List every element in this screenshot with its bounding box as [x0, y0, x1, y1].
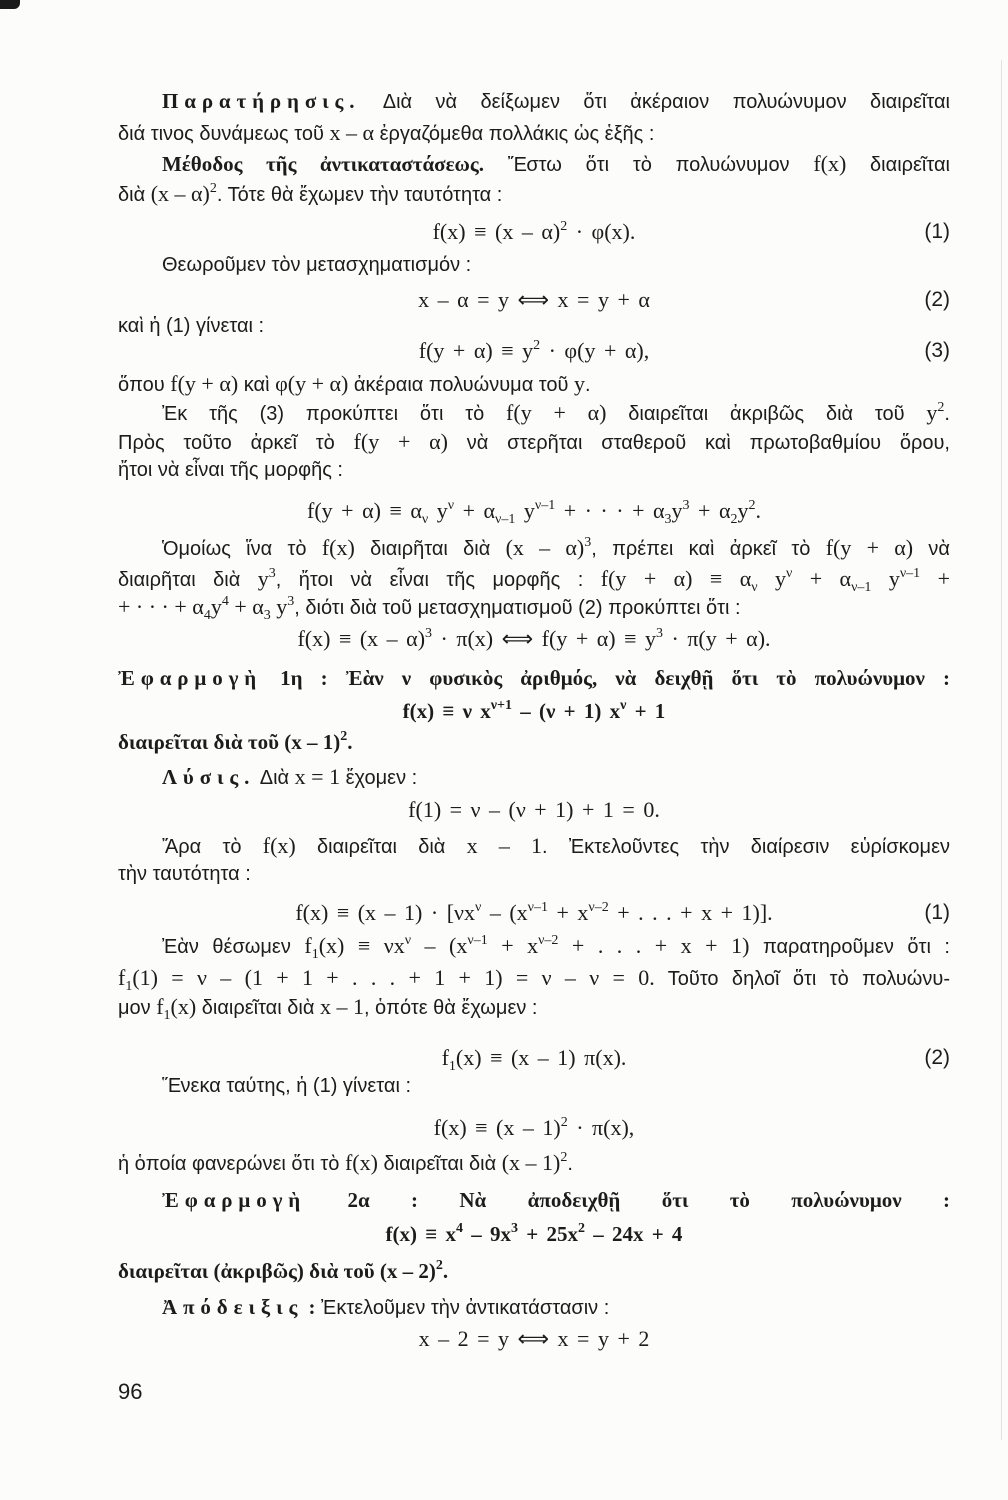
- text-run: διαιρεῖται: [846, 154, 950, 176]
- bold-run: .: [347, 730, 353, 754]
- text-run: , διότι διὰ τοῦ μετασχηματισμοῦ (2) προκύπτει ὅτι :: [294, 597, 741, 619]
- superscript: ν: [620, 698, 627, 713]
- subscript: ν: [751, 580, 758, 595]
- scan-edge-mark: [1001, 60, 1002, 1440]
- equation-number: (2): [924, 1046, 950, 1069]
- superscript: 2: [340, 729, 348, 744]
- math-run: (x – α): [505, 535, 585, 560]
- math-run: f: [441, 1045, 449, 1070]
- application-2-heading-line: [118, 1185, 950, 1215]
- text-run: Διὰ νὰ δείξωμεν ὅτι ἀκέραιον πολυώνυμον διαιρεῖται: [360, 91, 950, 113]
- proof-heading-line: [118, 1292, 950, 1322]
- text-run: καὶ ἡ (1) γίνεται :: [118, 315, 265, 337]
- application-1-divisibility-line: [118, 727, 950, 757]
- text-run: , ἤτοι νὰ εἶναι τῆς μορφῆς :: [275, 569, 601, 591]
- math-run: .: [755, 498, 761, 523]
- superscript: ν: [404, 933, 412, 948]
- text-run: ὅπου: [118, 374, 171, 396]
- math-run: f(y + α): [825, 535, 914, 560]
- math-run: + x: [548, 900, 589, 925]
- math-run: f(y + α): [506, 400, 607, 425]
- text-run: Τοῦτο δηλοῖ ὅτι τὸ πολυώνυ-: [654, 968, 950, 990]
- math-run: y: [757, 566, 786, 591]
- math-run: (x – 1): [501, 1150, 561, 1175]
- bold-run: Μέθοδος τῆς ἀντικαταστάσεως.: [162, 152, 485, 176]
- bold-run: 1η : Ἐὰν ν φυσικὸς ἀριθμός, νὰ δειχθῇ ὅτι τὸ πολυώνυμον :: [262, 666, 950, 690]
- math-run: y: [737, 498, 749, 523]
- superscript: 2: [560, 1150, 568, 1165]
- math-run: · π(y + α).: [663, 626, 771, 651]
- text-run: Ἔστω ὅτι τὸ πολυώνυμον: [484, 154, 814, 176]
- superscript: 2: [937, 400, 945, 415]
- math-run: (x – α): [150, 181, 210, 206]
- math-run: + . . . + x + 1): [558, 933, 750, 958]
- superscript: 2: [560, 1115, 568, 1130]
- math-run: (1) = ν – (1 + 1 + . . . + 1 + 1) = ν – ν = 0.: [132, 965, 655, 990]
- remark-heading-line: [118, 86, 950, 116]
- bold-run: διαιρεῖται (ἀκριβῶς) διὰ τοῦ (x – 2): [118, 1259, 436, 1283]
- superscript: 3: [425, 626, 433, 641]
- math-run: +: [920, 566, 950, 591]
- superscript: 2: [435, 1258, 443, 1273]
- math-run: y: [210, 594, 222, 619]
- math-run: y: [515, 498, 535, 523]
- math-run: f(y + α) ≡ α: [307, 498, 422, 523]
- math-run: f(y + α) ≡ α: [600, 566, 752, 591]
- subscript: ν–1: [851, 580, 872, 595]
- spaced-heading-run: Λύσις.: [162, 765, 256, 789]
- text-run: διαιρῆται διὰ: [118, 569, 258, 591]
- text-line: [118, 992, 950, 1022]
- superscript: 2: [533, 338, 541, 353]
- subscript: 1: [448, 1059, 456, 1074]
- text-line: [118, 398, 950, 428]
- spaced-heading-run: Ἀπόδειξις: [162, 1295, 304, 1319]
- math-run: f(x): [321, 535, 355, 560]
- equation-line: [118, 795, 950, 825]
- superscript: 3: [268, 566, 276, 581]
- math-run: f: [118, 965, 126, 990]
- superscript: ν: [447, 498, 455, 513]
- text-line: [118, 455, 950, 485]
- superscript: 3: [584, 535, 592, 550]
- text-run: ἤτοι νὰ εἶναι τῆς μορφῆς :: [118, 459, 343, 481]
- superscript: ν–1: [527, 900, 548, 915]
- math-run: f(y + α): [170, 371, 239, 396]
- subscript: 3: [263, 608, 271, 623]
- math-run: + α: [454, 498, 496, 523]
- text-run: ἀκέραια πολυώνυμα τοῦ: [348, 374, 575, 396]
- text-line: [118, 250, 950, 280]
- math-run: φ(y + α): [275, 371, 349, 396]
- application-1-polynomial: [118, 696, 950, 726]
- text-run: ἔχομεν :: [340, 767, 418, 789]
- equation-number: (3): [924, 339, 950, 362]
- math-run: x – α = y ⟺ x = y + α: [418, 287, 650, 312]
- superscript: 3: [682, 498, 690, 513]
- text-run: νὰ: [913, 538, 950, 560]
- text-run: .: [944, 403, 950, 425]
- text-run: διαιρῆται διὰ: [354, 538, 506, 560]
- superscript: 3: [287, 594, 295, 609]
- math-run: · φ(x).: [567, 219, 636, 244]
- application-2-polynomial: [118, 1219, 950, 1249]
- text-run: διὰ: [118, 184, 151, 206]
- text-line: [118, 592, 950, 622]
- superscript: 3: [511, 1221, 518, 1236]
- text-run: διαιρεῖται διὰ: [377, 1153, 502, 1175]
- superscript: ν–2: [588, 900, 609, 915]
- math-run: x – 2 = y ⟺ x = y + 2: [418, 1326, 650, 1351]
- spaced-heading-run: Ἐφαρμογὴ: [162, 1188, 307, 1212]
- equation-line: [118, 624, 950, 654]
- text-run: Ἐκ τῆς (3) προκύπτει ὅτι τὸ: [162, 403, 507, 425]
- bold-run: 2α : Νὰ ἀποδειχθῇ ὅτι τὸ πολυώνυμον :: [306, 1188, 950, 1212]
- equation-number: (1): [924, 901, 950, 924]
- superscript: ν–1: [467, 933, 488, 948]
- math-run: y: [671, 498, 683, 523]
- subscript: 4: [203, 608, 211, 623]
- bold-run: + 1: [626, 699, 666, 723]
- math-run: f(y + α) ≡ y: [418, 338, 534, 363]
- text-line: [118, 179, 950, 209]
- text-run: .: [585, 374, 591, 396]
- scan-corner-mark: [0, 0, 20, 9]
- math-run: – (x: [411, 933, 468, 958]
- text-run: Διὰ: [255, 767, 295, 789]
- math-run: x – 1: [319, 994, 364, 1019]
- math-run: x – α: [329, 120, 375, 145]
- bold-run: f(x) ≡ x: [385, 1222, 456, 1246]
- text-run: Ἐὰν θέσωμεν: [162, 936, 305, 958]
- superscript: ν–1: [534, 498, 556, 513]
- application-2-divisibility-line: [118, 1256, 950, 1286]
- spaced-heading-run: Ἐφαρμογὴ: [118, 666, 263, 690]
- subscript: ν–1: [495, 512, 516, 527]
- math-run: – (x: [481, 900, 528, 925]
- text-line: [118, 564, 950, 594]
- math-run: f(x) ≡ (x – 1): [433, 1115, 561, 1140]
- math-run: f: [156, 994, 164, 1019]
- superscript: 2: [209, 181, 217, 196]
- text-run: Ὁμοίως ἵνα τὸ: [162, 538, 322, 560]
- math-run: + · · · + α: [555, 498, 665, 523]
- text-run: διαιρεῖται ἀκριβῶς διὰ τοῦ: [606, 403, 927, 425]
- bold-run: διαιρεῖται διὰ τοῦ (x – 1): [118, 730, 341, 754]
- text-line: [118, 859, 950, 889]
- math-run: f(x): [262, 833, 296, 858]
- math-run: y: [871, 566, 900, 591]
- math-run: f(x): [813, 151, 847, 176]
- math-run: f(1) = ν – (ν + 1) + 1 = 0.: [408, 797, 660, 822]
- text-run: ἡ ὁποία φανερώνει ὅτι τὸ: [118, 1153, 345, 1175]
- text-run: Θεωροῦμεν τὸν μετασχηματισμόν :: [162, 254, 472, 276]
- bold-run: – 9x: [463, 1222, 511, 1246]
- superscript: ν: [474, 900, 482, 915]
- text-run: .: [567, 1153, 573, 1175]
- superscript: 4: [221, 594, 229, 609]
- text-line: [118, 118, 950, 148]
- text-run: καὶ: [238, 374, 276, 396]
- superscript: 2: [560, 219, 568, 234]
- text-run: παρατηροῦμεν ὅτι :: [749, 936, 950, 958]
- superscript: ν–1: [899, 566, 921, 581]
- superscript: 4: [456, 1221, 463, 1236]
- math-run: + x: [487, 933, 539, 958]
- bold-run: – 24x + 4: [584, 1222, 683, 1246]
- superscript: 3: [656, 626, 663, 641]
- math-run: f(x): [344, 1150, 378, 1175]
- text-run: ἐργαζόμεθα πολλάκις ὡς ἑξῆς :: [374, 123, 655, 145]
- text-run: , πρέπει καὶ ἀρκεῖ τὸ: [591, 538, 826, 560]
- math-run: (x) ≡ νx: [318, 933, 405, 958]
- subscript: 1: [163, 1008, 171, 1023]
- equation-number: (2): [924, 288, 950, 311]
- text-run: Πρὸς τοῦτο ἀρκεῖ τὸ: [118, 432, 354, 454]
- solution-heading-line: [118, 762, 950, 792]
- text-line: [118, 369, 950, 399]
- superscript: ν: [785, 566, 793, 581]
- text-line: [118, 931, 950, 961]
- method-heading-line: [118, 149, 950, 179]
- subscript: 3: [664, 512, 672, 527]
- math-run: x = 1: [294, 764, 341, 789]
- bold-run: .: [442, 1259, 449, 1283]
- math-run: + α: [792, 566, 852, 591]
- math-run: f(x) ≡ (x – 1) · [νx: [295, 900, 475, 925]
- equation-line: [118, 898, 950, 928]
- subscript: 1: [311, 947, 319, 962]
- math-run: · π(x),: [567, 1115, 635, 1140]
- subscript: ν: [421, 512, 429, 527]
- text-line: [118, 533, 950, 563]
- math-run: f(y + α): [353, 429, 448, 454]
- text-run: Ἐκτελοῦμεν τὴν ἀντικατάστασιν :: [315, 1297, 610, 1319]
- page-number: 96: [118, 1379, 143, 1404]
- math-run: f: [304, 933, 312, 958]
- equation-line: [118, 217, 950, 247]
- text-run: διαιρεῖται διὰ: [196, 997, 320, 1019]
- math-run: y: [257, 566, 269, 591]
- math-run: + α: [228, 594, 264, 619]
- math-run: (x): [170, 994, 197, 1019]
- text-run: Ἕνεκα ταύτης, ἡ (1) γίνεται :: [162, 1075, 412, 1097]
- text-line: [118, 1071, 950, 1101]
- spaced-heading-run: Παρατήρησις.: [162, 89, 361, 113]
- text-line: [118, 831, 950, 861]
- equation-number: (1): [924, 220, 950, 243]
- superscript: ν+1: [490, 698, 512, 713]
- text-run: , ὁπότε θὰ ἔχωμεν :: [363, 997, 538, 1019]
- equation-line: [118, 496, 950, 526]
- equation-line: [118, 1324, 950, 1354]
- superscript: 2: [577, 1221, 585, 1236]
- math-run: f(x) ≡ (x – α): [432, 219, 561, 244]
- text-run: νὰ στερῆται σταθεροῦ καὶ πρωτοβαθμίου ὅρου,: [447, 432, 950, 454]
- text-run: . Τότε θὰ ἔχωμεν τὴν ταυτότητα :: [216, 184, 503, 206]
- text-run: Ἄρα τὸ: [162, 836, 263, 858]
- math-run: f(x) ≡ (x – α): [297, 626, 426, 651]
- bold-run: :: [303, 1295, 316, 1319]
- subscript: 1: [125, 979, 133, 994]
- superscript: ν–2: [538, 933, 559, 948]
- text-run: μον: [118, 997, 157, 1019]
- application-1-heading-line: [118, 663, 950, 693]
- math-run: y: [926, 400, 938, 425]
- equation-line: [118, 1113, 950, 1143]
- subscript: 2: [730, 512, 738, 527]
- text-run: διαιρεῖται διὰ: [295, 836, 467, 858]
- math-run: + · · · + α: [118, 594, 204, 619]
- bold-run: + 25x: [518, 1222, 578, 1246]
- equation-line: [118, 336, 950, 366]
- math-run: x – 1: [466, 833, 543, 858]
- text-line: [118, 427, 950, 457]
- math-run: y: [428, 498, 448, 523]
- math-run: · π(x) ⟺ f(y + α) ≡ y: [432, 626, 656, 651]
- math-run: + α: [689, 498, 731, 523]
- math-run: y: [270, 594, 288, 619]
- math-run: · φ(y + α),: [540, 338, 650, 363]
- text-line: [118, 1148, 950, 1178]
- text-run: τὴν ταυτότητα :: [118, 863, 251, 885]
- text-run: διά τινος δυνάμεως τοῦ: [118, 123, 330, 145]
- text-line: [118, 963, 950, 993]
- superscript: 2: [748, 498, 756, 513]
- bold-run: f(x) ≡ ν x: [402, 699, 491, 723]
- math-run: + . . . + x + 1)].: [608, 900, 773, 925]
- math-run: (x) ≡ (x – 1) π(x).: [455, 1045, 627, 1070]
- bold-run: – (ν + 1) x: [511, 699, 621, 723]
- math-run: y: [574, 371, 586, 396]
- text-run: . Ἐκτελοῦντες τὴν διαίρεσιν εὑρίσκομεν: [542, 836, 950, 858]
- equation-line: [118, 1043, 950, 1073]
